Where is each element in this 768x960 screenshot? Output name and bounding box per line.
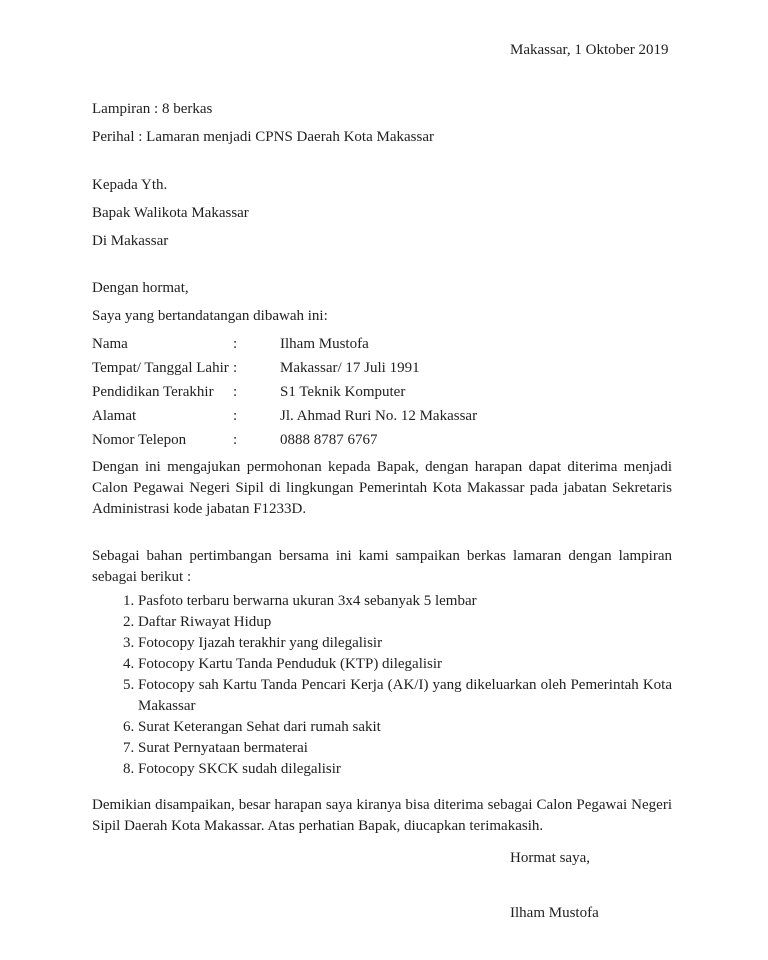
attachment-item: 6. Surat Keterangan Sehat dari rumah sakit (138, 717, 672, 738)
attachments-intro-paragraph: Sebagai bahan pertimbangan bersama ini kami sampaikan berkas lamaran dengan lampiran sebagai berikut : (92, 548, 672, 585)
personal-data-table (92, 334, 672, 451)
personal-data-label: Pendidikan Terakhir (92, 384, 214, 400)
personal-data-colon: : (233, 432, 238, 448)
attachment-item: 8. Fotocopy SKCK sudah dilegalisir (138, 759, 672, 780)
recipient-line: Bapak Walikota Makassar (92, 205, 249, 221)
attachment-item: 1. Pasfoto terbaru berwarna ukuran 3x4 sebanyak 5 lembar (138, 591, 672, 612)
personal-data-row (92, 358, 672, 379)
signature-name: Ilham Mustofa (510, 905, 599, 921)
personal-data-colon: : (233, 384, 238, 400)
attachments-list (92, 591, 672, 780)
perihal-line: Perihal : Lamaran menjadi CPNS Daerah Kota Makassar (92, 129, 434, 145)
signature-block (510, 848, 672, 924)
personal-data-label: Nama (92, 336, 128, 352)
salutation-line: Dengan hormat, (92, 280, 189, 296)
personal-data-colon: : (233, 360, 238, 376)
personal-data-label: Nomor Telepon (92, 432, 187, 448)
signature-salutation: Hormat saya, (510, 850, 590, 866)
attachment-item: 4. Fotocopy Kartu Tanda Penduduk (KTP) dilegalisir (138, 654, 672, 675)
letter-meta-block (92, 99, 672, 148)
personal-data-row (92, 406, 672, 427)
attachment-item: 5. Fotocopy sah Kartu Tanda Pencari Kerja (AK/I) yang dikeluarkan oleh Pemerintah Kota Makassar (138, 675, 672, 717)
personal-data-value: Jl. Ahmad Ruri No. 12 Makassar (280, 408, 478, 424)
personal-data-value: S1 Teknik Komputer (280, 384, 406, 400)
letter-date: Makassar, 1 Oktober 2019 (510, 42, 669, 58)
recipient-block (92, 175, 672, 252)
opening-block (92, 278, 672, 327)
closing-paragraph: Demikian disampaikan, besar harapan saya kiranya bisa diterima sebagai Calon Pegawai Negeri Sipil Daerah Kota Makassar. Atas perhatian Bapak, diucapkan terimakasih. (92, 797, 672, 834)
personal-data-colon: : (233, 336, 238, 352)
personal-data-row (92, 430, 672, 451)
application-paragraph: Dengan ini mengajukan permohonan kepada Bapak, dengan harapan dapat diterima menjadi Calon Pegawai Negeri Sipil di lingkungan Pemerintah Kota Makassar pada jabatan Sekretaris Administrasi kode jabatan F1233D. (92, 459, 672, 517)
attachment-item: 3. Fotocopy Ijazah terakhir yang dilegalisir (138, 633, 672, 654)
intro-line: Saya yang bertandatangan dibawah ini: (92, 308, 328, 324)
lampiran-line: Lampiran : 8 berkas (92, 101, 213, 117)
attachment-item: 7. Surat Pernyataan bermaterai (138, 738, 672, 759)
personal-data-colon: : (233, 408, 238, 424)
recipient-line: Di Makassar (92, 233, 169, 249)
attachment-item: 2. Daftar Riwayat Hidup (138, 612, 672, 633)
personal-data-label: Alamat (92, 408, 137, 424)
personal-data-row (92, 334, 672, 355)
personal-data-row (92, 382, 672, 403)
personal-data-value: Ilham Mustofa (280, 336, 369, 352)
personal-data-value: 0888 8787 6767 (280, 432, 378, 448)
recipient-line: Kepada Yth. (92, 177, 168, 193)
personal-data-label: Tempat/ Tanggal Lahir (92, 360, 229, 376)
personal-data-value: Makassar/ 17 Juli 1991 (280, 360, 420, 376)
